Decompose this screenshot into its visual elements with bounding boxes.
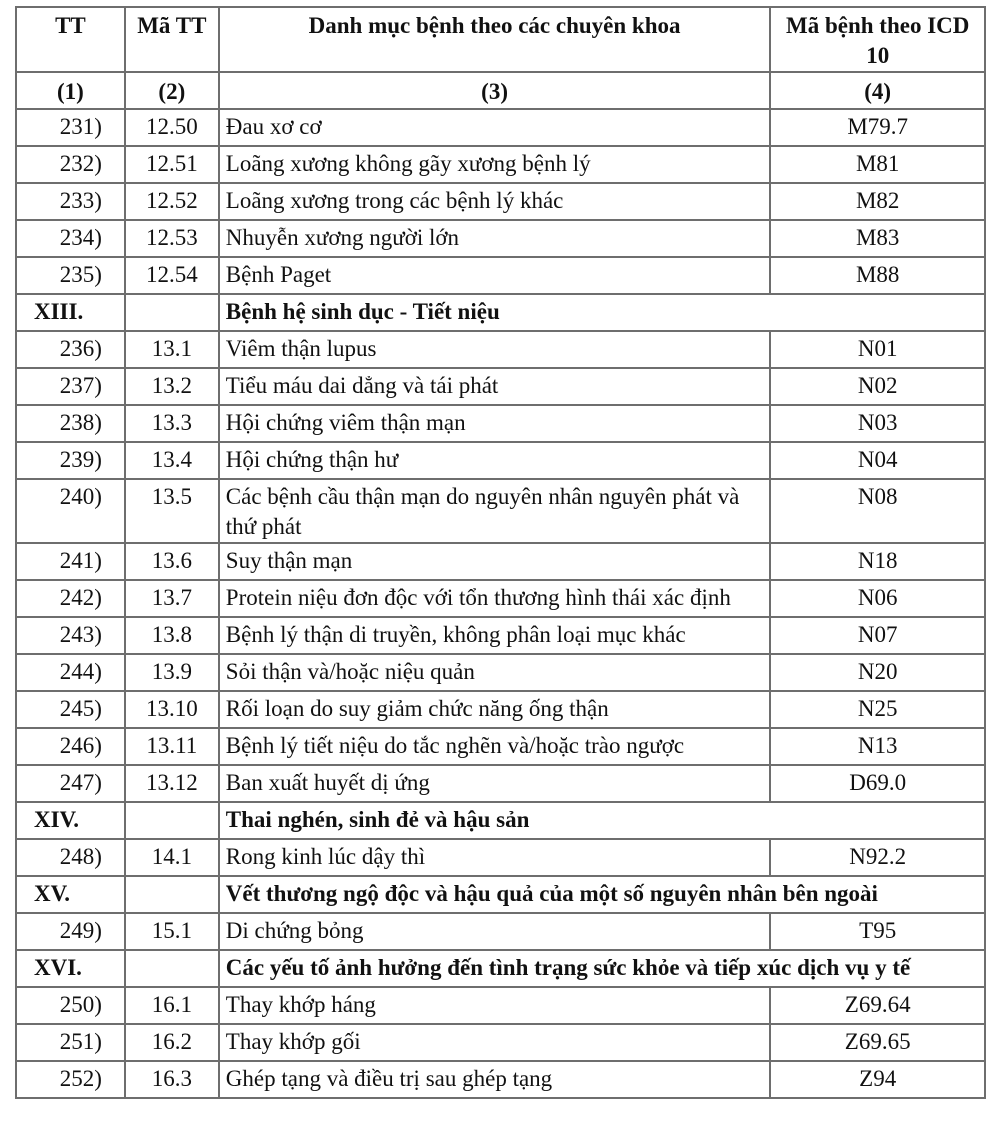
col-number-3: (3): [219, 72, 771, 109]
row-ma-tt: 12.50: [125, 109, 219, 146]
row-ma-tt: 13.11: [125, 728, 219, 765]
row-tt: 238): [16, 405, 125, 442]
row-disease-name: Rối loạn do suy giảm chức năng ống thận: [219, 691, 771, 728]
row-disease-name: Bệnh lý tiết niệu do tắc nghẽn và/hoặc trào ngược: [219, 728, 771, 765]
table-row: [16, 257, 985, 294]
header-tt: TT: [16, 7, 125, 72]
row-icd-code: M83: [770, 220, 985, 257]
table-row: [16, 1024, 985, 1061]
row-ma-tt: 14.1: [125, 839, 219, 876]
section-code: [125, 876, 219, 913]
row-icd-code: Z94: [770, 1061, 985, 1098]
row-tt: 231): [16, 109, 125, 146]
row-disease-name: Các bệnh cầu thận mạn do nguyên nhân nguyên phát và thứ phát: [219, 479, 771, 543]
row-icd-code: Z69.65: [770, 1024, 985, 1061]
header-icd: Mã bệnh theo ICD 10: [770, 7, 985, 72]
row-ma-tt: 13.3: [125, 405, 219, 442]
table-row: [16, 987, 985, 1024]
row-tt: 241): [16, 543, 125, 580]
row-tt: 235): [16, 257, 125, 294]
section-title: Bệnh hệ sinh dục - Tiết niệu: [219, 294, 985, 331]
row-disease-name: Thay khớp háng: [219, 987, 771, 1024]
row-disease-name: Sỏi thận và/hoặc niệu quản: [219, 654, 771, 691]
row-icd-code: T95: [770, 913, 985, 950]
row-tt: 234): [16, 220, 125, 257]
table-row: [16, 913, 985, 950]
section-number: XIV.: [16, 802, 125, 839]
row-disease-name: Ghép tạng và điều trị sau ghép tạng: [219, 1061, 771, 1098]
row-tt: 249): [16, 913, 125, 950]
section-row: [16, 802, 985, 839]
header-ma-tt: Mã TT: [125, 7, 219, 72]
row-tt: 247): [16, 765, 125, 802]
row-icd-code: M88: [770, 257, 985, 294]
row-icd-code: Z69.64: [770, 987, 985, 1024]
row-disease-name: Loãng xương trong các bệnh lý khác: [219, 183, 771, 220]
table-row: [16, 1061, 985, 1098]
row-tt: 248): [16, 839, 125, 876]
row-icd-code: M79.7: [770, 109, 985, 146]
row-disease-name: Hội chứng thận hư: [219, 442, 771, 479]
table-row: [16, 479, 985, 543]
row-tt: 240): [16, 479, 125, 543]
row-ma-tt: 13.8: [125, 617, 219, 654]
row-icd-code: N92.2: [770, 839, 985, 876]
table-row: [16, 691, 985, 728]
row-tt: 239): [16, 442, 125, 479]
row-icd-code: N03: [770, 405, 985, 442]
section-number: XVI.: [16, 950, 125, 987]
table-row: [16, 442, 985, 479]
row-disease-name: Rong kinh lúc dậy thì: [219, 839, 771, 876]
row-icd-code: N04: [770, 442, 985, 479]
section-title: Thai nghén, sinh đẻ và hậu sản: [219, 802, 985, 839]
row-tt: 245): [16, 691, 125, 728]
row-ma-tt: 16.3: [125, 1061, 219, 1098]
row-tt: 244): [16, 654, 125, 691]
table-row: [16, 146, 985, 183]
row-ma-tt: 12.51: [125, 146, 219, 183]
row-disease-name: Suy thận mạn: [219, 543, 771, 580]
row-icd-code: M82: [770, 183, 985, 220]
row-ma-tt: 13.12: [125, 765, 219, 802]
row-ma-tt: 13.7: [125, 580, 219, 617]
row-icd-code: N07: [770, 617, 985, 654]
row-ma-tt: 16.2: [125, 1024, 219, 1061]
header-row: [16, 7, 985, 72]
row-ma-tt: 13.9: [125, 654, 219, 691]
table-row: [16, 765, 985, 802]
table-row: [16, 405, 985, 442]
section-row: [16, 950, 985, 987]
row-tt: 252): [16, 1061, 125, 1098]
section-title: Các yếu tố ảnh hưởng đến tình trạng sức khỏe và tiếp xúc dịch vụ y tế: [219, 950, 985, 987]
row-ma-tt: 15.1: [125, 913, 219, 950]
row-disease-name: Ban xuất huyết dị ứng: [219, 765, 771, 802]
table-body: [16, 109, 985, 1098]
row-tt: 250): [16, 987, 125, 1024]
row-tt: 246): [16, 728, 125, 765]
row-tt: 242): [16, 580, 125, 617]
row-icd-code: D69.0: [770, 765, 985, 802]
table-row: [16, 580, 985, 617]
row-disease-name: Viêm thận lupus: [219, 331, 771, 368]
section-row: [16, 294, 985, 331]
row-disease-name: Tiểu máu dai dẳng và tái phát: [219, 368, 771, 405]
table-row: [16, 220, 985, 257]
row-ma-tt: 13.1: [125, 331, 219, 368]
row-ma-tt: 13.4: [125, 442, 219, 479]
row-disease-name: Thay khớp gối: [219, 1024, 771, 1061]
table-row: [16, 728, 985, 765]
col-number-4: (4): [770, 72, 985, 109]
row-disease-name: Loãng xương không gãy xương bệnh lý: [219, 146, 771, 183]
table-row: [16, 368, 985, 405]
row-disease-name: Protein niệu đơn độc với tổn thương hình thái xác định: [219, 580, 771, 617]
section-row: [16, 876, 985, 913]
section-code: [125, 294, 219, 331]
col-number-1: (1): [16, 72, 125, 109]
section-title: Vết thương ngộ độc và hậu quả của một số nguyên nhân bên ngoài: [219, 876, 985, 913]
row-tt: 237): [16, 368, 125, 405]
section-number: XV.: [16, 876, 125, 913]
header-category: Danh mục bệnh theo các chuyên khoa: [219, 7, 771, 72]
row-icd-code: N06: [770, 580, 985, 617]
row-ma-tt: 12.54: [125, 257, 219, 294]
row-ma-tt: 13.10: [125, 691, 219, 728]
row-ma-tt: 13.6: [125, 543, 219, 580]
row-icd-code: N13: [770, 728, 985, 765]
table-row: [16, 617, 985, 654]
row-tt: 236): [16, 331, 125, 368]
table-row: [16, 839, 985, 876]
row-icd-code: N08: [770, 479, 985, 543]
row-ma-tt: 13.5: [125, 479, 219, 543]
row-icd-code: N18: [770, 543, 985, 580]
section-number: XIII.: [16, 294, 125, 331]
section-code: [125, 802, 219, 839]
table-row: [16, 331, 985, 368]
col-number-2: (2): [125, 72, 219, 109]
row-ma-tt: 12.52: [125, 183, 219, 220]
row-disease-name: Bệnh lý thận di truyền, không phân loại mục khác: [219, 617, 771, 654]
row-ma-tt: 16.1: [125, 987, 219, 1024]
row-ma-tt: 12.53: [125, 220, 219, 257]
table-row: [16, 543, 985, 580]
section-code: [125, 950, 219, 987]
row-disease-name: Bệnh Paget: [219, 257, 771, 294]
row-tt: 233): [16, 183, 125, 220]
table-row: [16, 654, 985, 691]
row-ma-tt: 13.2: [125, 368, 219, 405]
row-icd-code: M81: [770, 146, 985, 183]
row-icd-code: N02: [770, 368, 985, 405]
row-disease-name: Nhuyễn xương người lớn: [219, 220, 771, 257]
row-icd-code: N01: [770, 331, 985, 368]
row-tt: 251): [16, 1024, 125, 1061]
row-tt: 243): [16, 617, 125, 654]
row-tt: 232): [16, 146, 125, 183]
table-row: [16, 109, 985, 146]
disease-table: [15, 6, 986, 1099]
table-row: [16, 183, 985, 220]
row-disease-name: Di chứng bỏng: [219, 913, 771, 950]
column-number-row: [16, 72, 985, 109]
row-icd-code: N25: [770, 691, 985, 728]
row-icd-code: N20: [770, 654, 985, 691]
row-disease-name: Đau xơ cơ: [219, 109, 771, 146]
row-disease-name: Hội chứng viêm thận mạn: [219, 405, 771, 442]
